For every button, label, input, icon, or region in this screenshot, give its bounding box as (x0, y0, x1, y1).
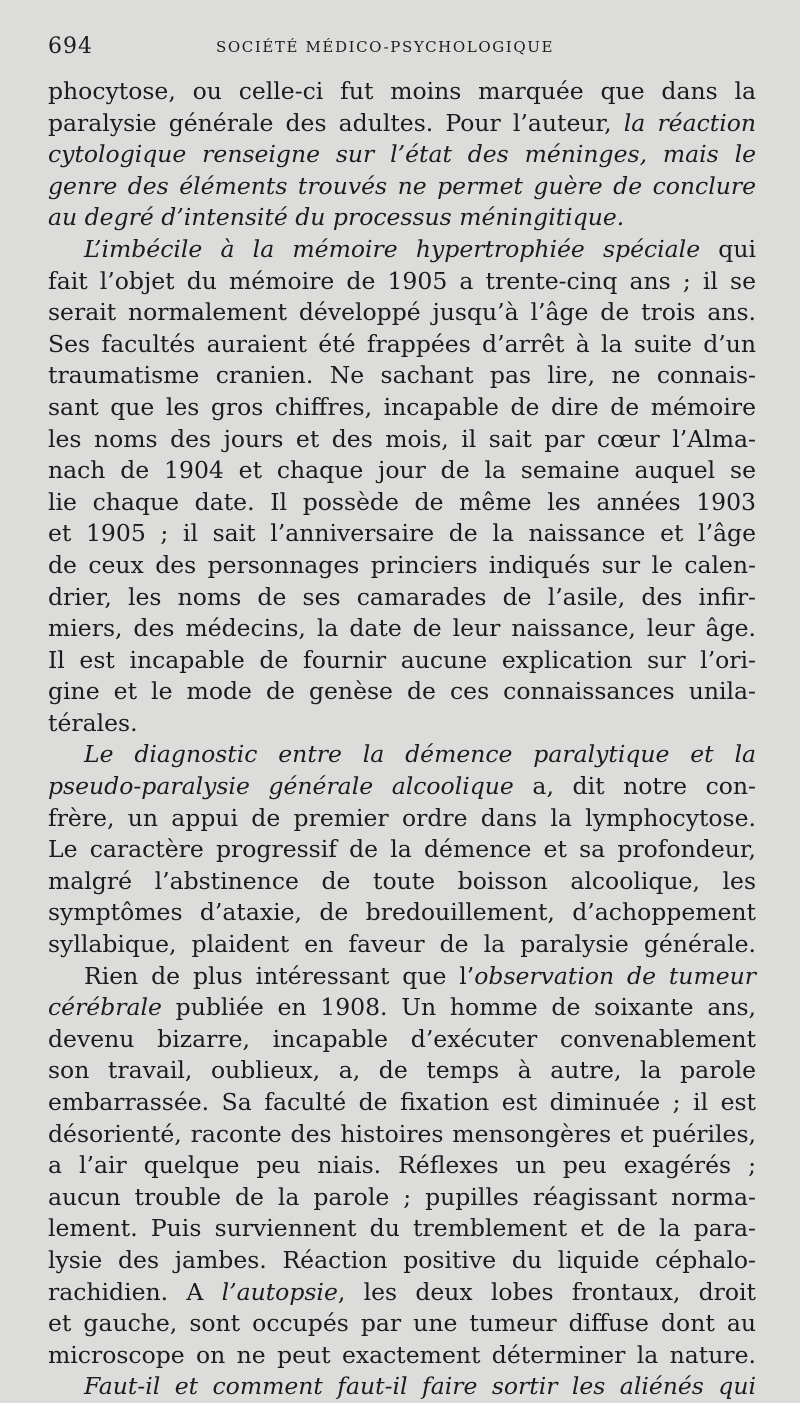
text-line (48, 866, 756, 898)
text-line (48, 1055, 756, 1087)
text-run: a l’air quelque peu niais. Réflexes un peu exagérés ; (48, 1151, 756, 1180)
text-run: aucun trouble de la parole ; pupilles réagissant norma- (48, 1182, 756, 1211)
text-run: paralysie générale des adultes. Pour l’auteur, (48, 108, 624, 137)
text-run: , les deux lobes frontaux, droit (337, 1277, 756, 1306)
text-line (48, 424, 756, 456)
text-run: désorienté, raconte des histoires mensongères et puériles, (48, 1119, 756, 1148)
text-line (48, 108, 756, 140)
text-line (48, 550, 756, 582)
text-line (48, 929, 756, 961)
text-run: et 1905 ; il sait l’anniversaire de la naissance et l’âge (48, 519, 756, 548)
text-run: térales. (48, 708, 138, 737)
text-line (48, 1340, 756, 1372)
text-line (48, 360, 756, 392)
text-line (48, 992, 756, 1024)
text-run: a, dit notre con- (513, 772, 756, 801)
text-run: son travail, oublieux, a, de temps à autre, la parole (48, 1056, 756, 1085)
italic-text: observation de tumeur (474, 961, 757, 990)
text-line (48, 1182, 756, 1214)
text-line (48, 1245, 756, 1277)
italic-text: au degré d’intensité du processus méningitique. (48, 203, 625, 232)
text-run: Ses facultés auraient été frappées d’arrêt à la suite d’un (48, 329, 756, 358)
italic-text: cytologique renseigne sur l’état des méninges, mais le (48, 140, 756, 169)
text-line (48, 139, 756, 171)
text-line (48, 171, 756, 203)
text-line (48, 1024, 756, 1056)
text-run: microscope on ne peut exactement déterminer la nature. (48, 1340, 756, 1369)
text-line (48, 834, 756, 866)
text-run: lement. Puis surviennent du tremblement et de la para- (48, 1214, 756, 1243)
text-run: drier, les noms de ses camarades de l’asile, des infir- (48, 582, 756, 611)
text-line (48, 202, 756, 234)
text-line (48, 1119, 756, 1151)
text-line (48, 455, 756, 487)
text-run: les noms des jours et des mois, il sait par cœur l’Alma- (48, 424, 756, 453)
text-run: miers, des médecins, la date de leur naissance, leur âge. (48, 614, 756, 643)
text-run: sant que les gros chiffres, incapable de dire de mémoire (48, 392, 756, 421)
italic-text: l’autopsie (221, 1277, 338, 1306)
text-run: malgré l’abstinence de toute boisson alcoolique, les (48, 866, 756, 895)
text-run: lie chaque date. Il possède de même les années 1903 (48, 487, 756, 516)
text-run: traumatisme cranien. Ne sachant pas lire, ne connais- (48, 361, 756, 390)
text-line (48, 961, 756, 993)
text-run: fait l’objet du mémoire de 1905 a trente-cinq ans ; il se (48, 266, 756, 295)
text-line (48, 708, 756, 740)
text-run: rachidien. A (48, 1277, 222, 1306)
text-line (48, 1213, 756, 1245)
text-line (48, 392, 756, 424)
text-run: qui (700, 234, 756, 263)
italic-text: L’imbécile à la mémoire hypertrophiée spéciale (84, 234, 701, 263)
text-line (48, 1371, 756, 1403)
text-line (48, 739, 756, 771)
text-line (48, 771, 756, 803)
page-header (48, 34, 760, 64)
text-line (48, 897, 756, 929)
italic-text: pseudo-paralysie générale alcoolique (48, 772, 514, 801)
text-line (48, 266, 756, 298)
text-run: frère, un appui de premier ordre dans la lymphocytose. (48, 803, 756, 832)
text-line (48, 297, 756, 329)
text-run: publiée en 1908. Un homme de soixante ans, (161, 993, 756, 1022)
text-run: lysie des jambes. Réaction positive du liquide céphalo- (48, 1245, 756, 1274)
page-number: 694 (48, 34, 93, 59)
text-run: syllabique, plaident en faveur de la paralysie générale. (48, 930, 756, 959)
text-run: de ceux des personnages princiers indiqués sur le calen- (48, 550, 756, 579)
text-run: phocytose, ou celle-ci fut moins marquée que dans la (48, 77, 756, 105)
text-line (48, 329, 756, 361)
text-run: symptômes d’ataxie, de bredouillement, d’achoppement (48, 898, 756, 927)
text-line (48, 613, 756, 645)
text-run: et gauche, sont occupés par une tumeur diffuse dont au (48, 1309, 756, 1338)
text-line (48, 234, 756, 266)
text-run: gine et le mode de genèse de ces connaissances unila- (48, 677, 756, 706)
text-run: nach de 1904 et chaque jour de la semaine auquel se (48, 456, 756, 485)
text-run: serait normalement développé jusqu’à l’âge de trois ans. (48, 298, 756, 327)
text-run: devenu bizarre, incapable d’exécuter convenablement (48, 1024, 756, 1053)
text-line (48, 645, 756, 677)
text-line (48, 1087, 756, 1119)
text-line (48, 487, 756, 519)
text-run: Le caractère progressif de la démence et sa profondeur, (48, 835, 756, 864)
italic-text: Le diagnostic entre la démence paralytique et la (84, 740, 756, 769)
italic-text: cérébrale (48, 993, 162, 1022)
text-line (48, 518, 756, 550)
running-head: SOCIÉTÉ MÉDICO-PSYCHOLOGIQUE (216, 38, 555, 56)
text-line (48, 1308, 756, 1340)
text-line (48, 1150, 756, 1182)
italic-text: genre des éléments trouvés ne permet guère de conclure (48, 171, 756, 200)
text-line (48, 676, 756, 708)
text-run: Rien de plus intéressant que l’ (84, 961, 475, 990)
body-text (48, 76, 756, 1403)
text-run: embarrassée. Sa faculté de fixation est diminuée ; il est (48, 1088, 756, 1116)
text-line (48, 76, 756, 108)
text-run: Il est incapable de fournir aucune explication sur l’ori- (48, 645, 756, 674)
text-line (48, 582, 756, 614)
italic-text: la réaction (623, 108, 757, 137)
text-line (48, 1277, 756, 1309)
italic-text: Faut-il et comment faut-il faire sortir les aliénés qui (84, 1372, 756, 1401)
text-line (48, 803, 756, 835)
